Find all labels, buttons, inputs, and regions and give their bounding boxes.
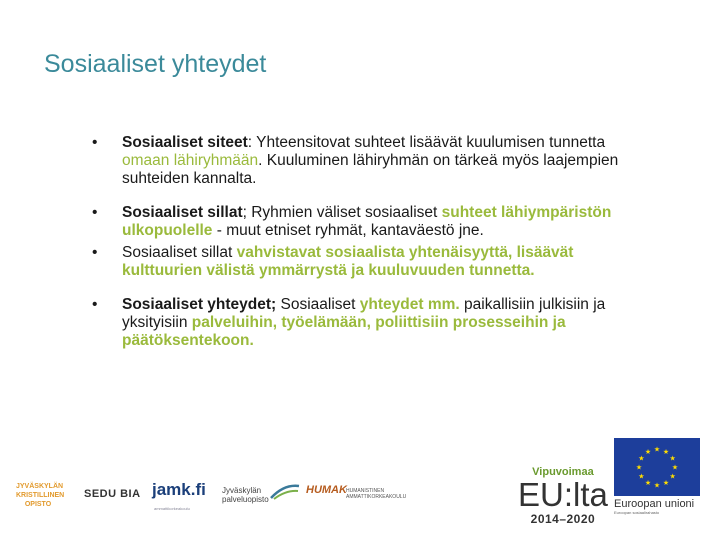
highlight-run: vahvistavat sosiaalista yhtenäisyyttä, lisäävät kulttuurien välistä ymmärrystä ja kuuluvuuden tunnetta. (122, 244, 574, 279)
bullet-item (92, 204, 652, 240)
jamk-subtitle: ammattikorkeakoulu (154, 506, 190, 511)
humak-logo: HUMAK (306, 484, 347, 496)
years-text: 2014–2020 (530, 512, 596, 526)
highlight-run: yhteydet mm. (359, 296, 460, 313)
eu-star-icon: ★ (662, 480, 670, 488)
bullet-dot: • (92, 244, 98, 261)
eu-star-icon: ★ (644, 448, 652, 456)
highlight-run: suhteet lähiympäristön ulkopuolelle (122, 204, 612, 239)
bullet-text (122, 296, 605, 349)
eu-star-icon: ★ (671, 464, 679, 472)
text-run: . Kuuluminen lähiryhmän on tärkeä myös laajempien suhteiden kannalta. (122, 152, 619, 187)
vipuvoimaa-logo (518, 466, 608, 526)
jpo-line2: palveluopisto (222, 495, 269, 504)
eu-sublabel: Euroopan sosiaalirahasto (614, 510, 660, 515)
text-run: - muut etniset ryhmät, kantaväestö jne. (212, 222, 484, 239)
vipuvoimaa-text: Vipuvoimaa (532, 466, 594, 478)
eu-logo (614, 438, 702, 515)
bullet-item (92, 296, 652, 350)
eu-label: Euroopan unioni (614, 498, 695, 510)
eu-star-icon: ★ (653, 482, 661, 490)
eu-flag-icon (614, 438, 700, 496)
bullet-item (92, 134, 652, 188)
eu-star-icon: ★ (644, 480, 652, 488)
eu-star-icon: ★ (653, 446, 661, 454)
eu-star-icon: ★ (662, 448, 670, 456)
bullet-dot: • (92, 204, 98, 221)
text-run: Sosiaaliset yhteydet; (122, 296, 281, 313)
eu-star-icon: ★ (669, 455, 676, 463)
partner-logos (0, 430, 720, 540)
text-run: : Yhteensitovat suhteet lisäävät kuulumisen tunnetta (247, 134, 606, 151)
jpo-line1: Jyväskylän (222, 486, 262, 495)
eu-star-icon: ★ (635, 464, 643, 472)
jamk-logo: jamk.fi (152, 480, 206, 499)
highlight-run: omaan lähiryhmään (122, 152, 259, 169)
humak-subtitle (346, 488, 406, 500)
text-run: Sosiaaliset siteet (122, 134, 248, 151)
eu-star-icon: ★ (638, 455, 645, 463)
bullet-item (92, 244, 652, 280)
eu-star-icon: ★ (669, 473, 676, 481)
bullet-text (122, 134, 618, 187)
text-run: Sosiaaliset (280, 296, 360, 313)
eu-lta-text: EU:lta (518, 476, 608, 513)
eu-star-icon: ★ (638, 473, 645, 481)
text-run: paikallisiin julkisiin ja yksityisiin (122, 296, 606, 331)
sedu-logo: SEDU BIA (84, 488, 141, 500)
jpo-swoosh-icon (270, 482, 300, 500)
jpo-logo (222, 486, 269, 504)
text-run: Sosiaaliset sillat (122, 204, 243, 221)
bullet-text (122, 244, 573, 279)
bullet-text (122, 204, 611, 239)
text-run: ; Ryhmien väliset sosiaaliset (242, 204, 442, 221)
bullet-dot: • (92, 134, 98, 151)
page-title: Sosiaaliset yhteydet (44, 50, 267, 78)
bullet-dot: • (92, 296, 98, 313)
bullet-list (92, 134, 652, 350)
humak-sub-line2: AMMATTIKORKEAKOULU (346, 494, 407, 500)
jkl-logo: JYVÄSKYLÄN KRISTILLINEN OPISTO (16, 483, 65, 508)
humak-sub-line1: HUMANISTINEN (346, 488, 385, 494)
text-run: Sosiaaliset sillat (122, 244, 237, 261)
highlight-run: palveluihin, työelämään, poliittisiin prosesseihin ja päätöksentekoon. (122, 314, 566, 349)
